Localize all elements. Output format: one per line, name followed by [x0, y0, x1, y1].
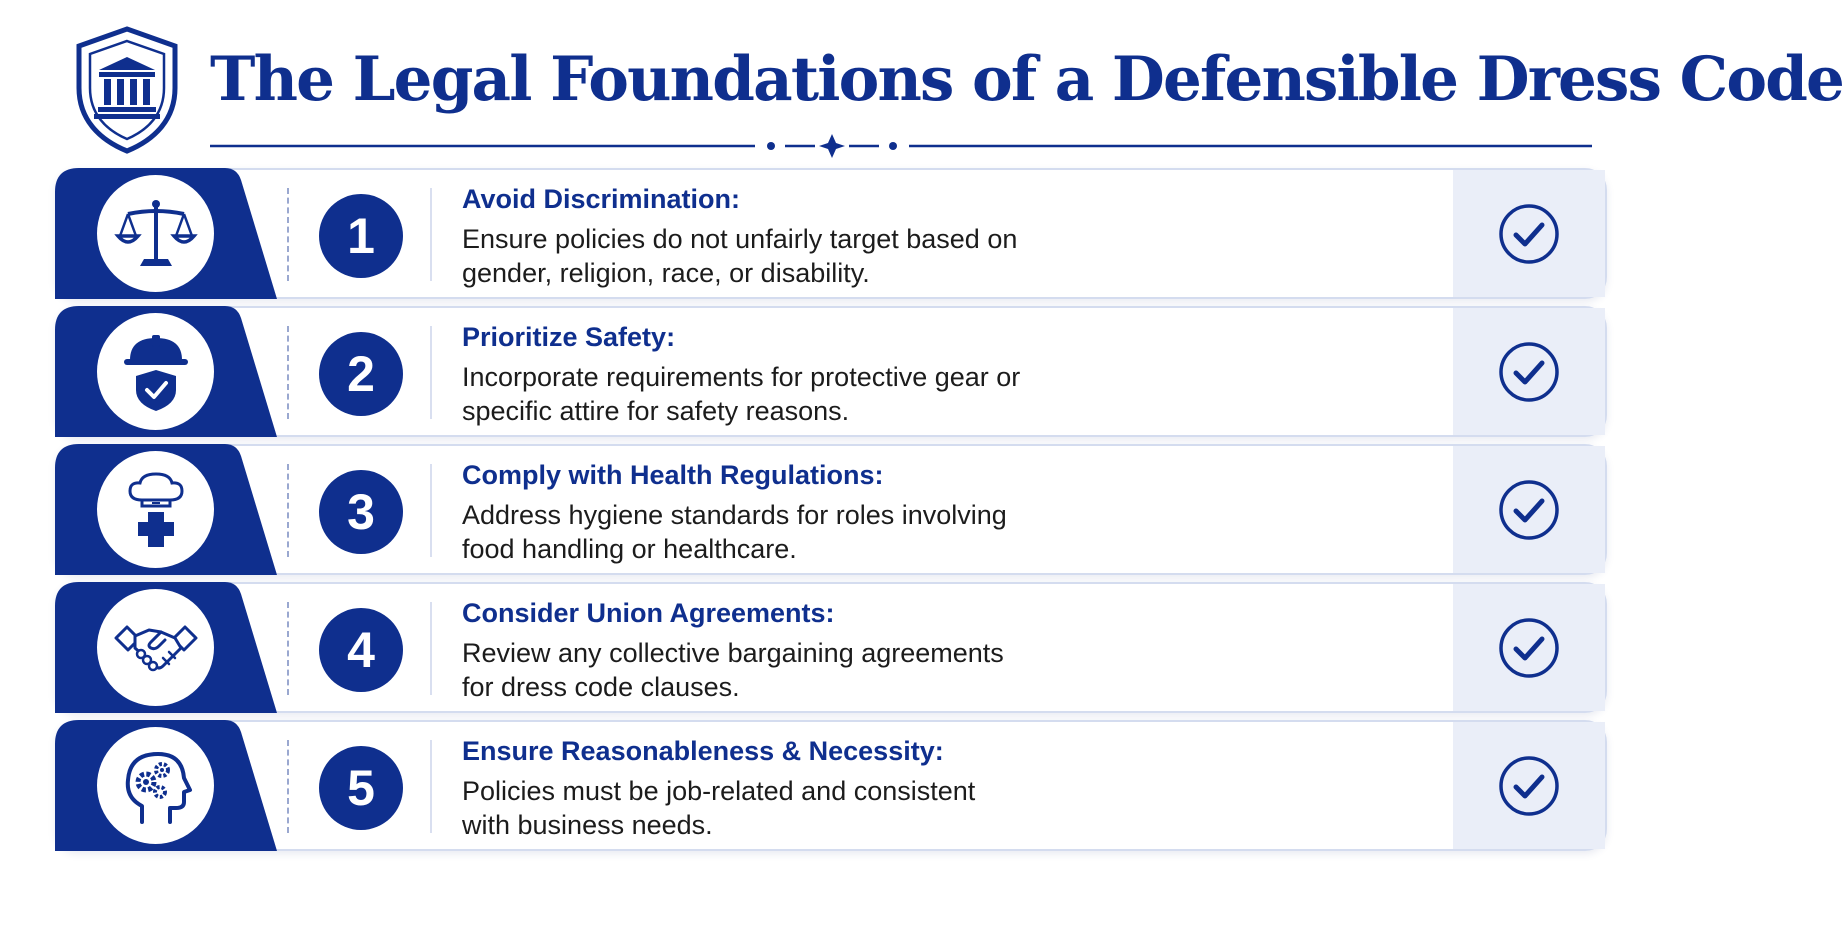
description-line: specific attire for safety reasons. [462, 396, 850, 426]
step-number: 5 [319, 746, 403, 830]
check-circle-icon [1497, 616, 1561, 680]
courthouse-shield-icon [74, 26, 180, 154]
header [0, 0, 1843, 165]
step-number: 1 [319, 194, 403, 278]
check-panel [1453, 446, 1605, 573]
description-line: Review any collective bargaining agreements [462, 638, 1004, 668]
item-heading: Avoid Discrimination: [462, 184, 741, 214]
dashed-divider [287, 464, 289, 557]
head-gears-icon [116, 746, 196, 826]
dashed-divider [287, 326, 289, 419]
icon-tab [55, 444, 285, 575]
list-item [55, 306, 1607, 437]
icon-tab [55, 582, 285, 713]
solid-divider [430, 326, 432, 419]
description-line: Address hygiene standards for roles involving [462, 500, 1007, 530]
item-description [462, 498, 1102, 566]
item-heading: Consider Union Agreements: [462, 598, 835, 628]
list-item [55, 582, 1607, 713]
handshake-icon [113, 608, 199, 688]
check-circle-icon [1497, 202, 1561, 266]
icon-tab [55, 720, 285, 851]
item-heading: Comply with Health Regulations: [462, 460, 884, 490]
solid-divider [430, 464, 432, 557]
item-description [462, 636, 1102, 704]
dashed-divider [287, 740, 289, 833]
icon-circle [97, 313, 214, 430]
hard-hat-shield-icon [116, 332, 196, 412]
description-line: gender, religion, race, or disability. [462, 258, 870, 288]
description-line: with business needs. [462, 810, 713, 840]
item-description [462, 774, 1102, 842]
step-number: 3 [319, 470, 403, 554]
check-circle-icon [1497, 478, 1561, 542]
check-panel [1453, 722, 1605, 849]
check-panel [1453, 584, 1605, 711]
item-description [462, 360, 1102, 428]
check-panel [1453, 308, 1605, 435]
solid-divider [430, 602, 432, 695]
chef-hat-medical-cross-icon [116, 470, 196, 550]
description-line: Ensure policies do not unfairly target based on [462, 224, 1018, 254]
icon-circle [97, 451, 214, 568]
description-line: Incorporate requirements for protective gear or [462, 362, 1021, 392]
icon-tab [55, 168, 285, 299]
icon-circle [97, 175, 214, 292]
title-divider [210, 134, 1592, 160]
item-heading: Prioritize Safety: [462, 322, 676, 352]
list-item [55, 444, 1607, 575]
list-item [55, 168, 1607, 299]
description-line: food handling or healthcare. [462, 534, 797, 564]
icon-tab [55, 306, 285, 437]
solid-divider [430, 188, 432, 281]
item-heading: Ensure Reasonableness & Necessity: [462, 736, 944, 766]
scales-of-justice-icon [116, 194, 196, 274]
icon-circle [97, 727, 214, 844]
check-panel [1453, 170, 1605, 297]
check-circle-icon [1497, 754, 1561, 818]
page-title: The Legal Foundations of a Defensible Dress Code [210, 44, 1843, 115]
item-description [462, 222, 1102, 290]
list-item [55, 720, 1607, 851]
dashed-divider [287, 188, 289, 281]
dashed-divider [287, 602, 289, 695]
step-number: 4 [319, 608, 403, 692]
step-number: 2 [319, 332, 403, 416]
check-circle-icon [1497, 340, 1561, 404]
description-line: Policies must be job-related and consistent [462, 776, 976, 806]
icon-circle [97, 589, 214, 706]
description-line: for dress code clauses. [462, 672, 740, 702]
solid-divider [430, 740, 432, 833]
